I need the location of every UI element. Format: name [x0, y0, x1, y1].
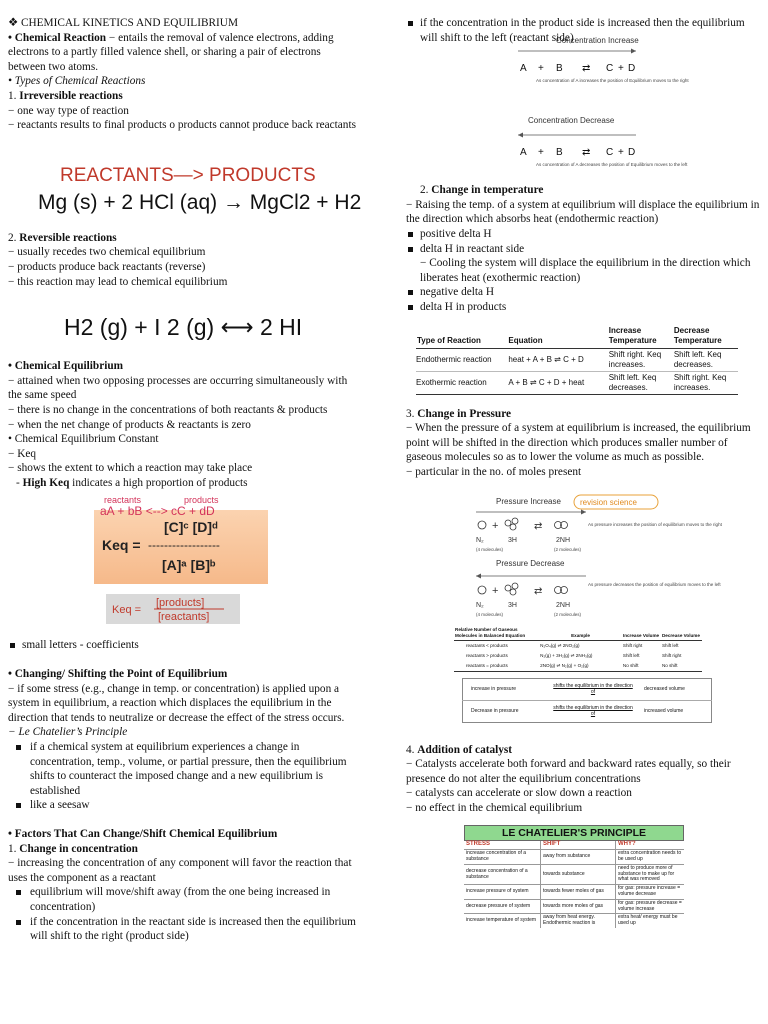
press-inc-eqarrow: ⇄ [534, 520, 543, 532]
keq-formula-svg [8, 494, 360, 586]
temp-bullet-1: positive delta H [406, 227, 760, 242]
lc-cell: towards fewer moles of gas [541, 885, 616, 900]
keq-reaction: aA + bB <--> cC + dD [100, 504, 215, 519]
ce-line-2: − there is no change in the concentrations of both reactants & products [8, 403, 328, 416]
temp-table-row [416, 371, 738, 394]
press-inc-m2: (2 molecules) [554, 546, 582, 552]
lc-cell: extra concentration needs to be used up [618, 850, 682, 863]
reversible-heading [8, 231, 360, 246]
volume-cell: shifts the equilibrium in the direction of [553, 705, 633, 717]
lc-cell: away from substance [541, 850, 616, 865]
irreversible-example-image [8, 143, 360, 223]
lc-table-row [464, 885, 684, 900]
moles-table-row [454, 640, 702, 651]
conc-inc-a: A [520, 63, 527, 75]
moles-cell: reactants = products [466, 662, 508, 668]
keq-ratio-top: [products] [156, 597, 205, 610]
concentration-text: − increasing the concentration of any component will favor the reaction that uses the component as a reactant [8, 857, 352, 884]
press-inc-note: As pressure increases the position of equilibrium moves to the right [588, 521, 722, 527]
temp-th-type: Type of Reaction [417, 335, 481, 345]
press-dec-eqarrow: ⇄ [534, 585, 543, 597]
product-side-bullet: if the concentration in the product side is increased then the equilibrium will shift to the left (reactant side) [406, 16, 760, 45]
press-dec-title: Pressure Decrease [496, 558, 565, 568]
le-chatelier-table [464, 825, 684, 928]
conc-dec-d: D [628, 147, 636, 159]
press-dec-arrowhead [476, 573, 481, 578]
conc-dec-equation [520, 147, 635, 158]
lc-cell: towards more moles of gas [541, 899, 616, 914]
conc-dec-plus2: + [618, 147, 624, 159]
volume-table-grid [462, 678, 712, 723]
lc-table-grid [464, 841, 684, 928]
reversible-example-equation: H2 (g) + I 2 (g) ⟷ 2 HI [64, 314, 303, 341]
volume-table [462, 678, 760, 723]
concentration-bullet-2: if the concentration in the reactant side is increased then the equilibrium will shift to the right (product side) [8, 915, 360, 944]
moles-cell: 2NO(g) ⇌ N₂(g) + O₂(g) [540, 662, 589, 668]
irreversible-example-caption: REACTANTS—> PRODUCTS [60, 164, 316, 186]
factors-label: • Factors That Can Change/Shift Chemical Equilibrium [8, 828, 278, 840]
moles-th-relative: Relative Number of Gaseous Molecules in Balanced Equation [455, 626, 526, 638]
high-keq-dash: - [16, 476, 23, 489]
lc-cell: increase concentration of a substance [464, 850, 541, 865]
lc-table-row [464, 864, 684, 884]
press-dec-note: As pressure decreases the position of equilibrium moves to the left [588, 581, 721, 587]
volume-cell: shifts the equilibrium in the direction of [553, 683, 633, 695]
irreversible-title: Irreversible reactions [19, 89, 123, 102]
concentration-bullet-1: equilibrium will move/shift away (from the one being increased in concentration) [8, 885, 360, 914]
conc-inc-equation [520, 63, 635, 74]
h-molecule-icon [505, 520, 511, 526]
temp-cell: Shift right. Keq increases. [608, 349, 662, 369]
press-dec-molecules [478, 583, 568, 597]
temperature-table-grid [416, 325, 738, 395]
temp-cell: Shift left. Keq decreases. [608, 372, 657, 392]
catalyst-title: Addition of catalyst [417, 743, 513, 756]
press-inc-h3: 3H [508, 536, 517, 544]
revision-science-brand: revision science [580, 497, 637, 507]
keq-ratio-svg [8, 590, 360, 630]
volume-table-row [463, 678, 712, 700]
lc-cell: extra heat/ energy must be used up [618, 914, 678, 927]
press-inc-molecules [478, 518, 568, 532]
press-inc-nh: 2NH [556, 536, 571, 544]
n2-molecule-icon [478, 586, 486, 594]
temp-cell: Shift left. Keq decreases. [673, 349, 722, 369]
conc-inc-b: B [556, 63, 563, 75]
concentration-heading [8, 842, 360, 857]
irreversible-heading [8, 89, 360, 104]
chemical-equilibrium-label: • Chemical Equilibrium [8, 360, 124, 373]
conc-inc-note: As concentration of A increases the position of Equilibrium moves to the right [536, 78, 689, 84]
temp-bullet-2: delta H in reactant side [406, 242, 760, 257]
ce-line-3: − when the net change of products & reactants is zero [8, 418, 251, 431]
catalyst-line-3: − no effect in the chemical equilibrium [406, 801, 583, 814]
conc-dec-note: As concentration of A decreases the position of Equilibrium moves to the left [536, 162, 688, 168]
h-molecule-icon [512, 583, 518, 589]
moles-cell: No shift [661, 662, 678, 668]
catalyst-heading [406, 743, 760, 758]
keq-denominator: [A]ᵃ [B]ᵇ [162, 557, 216, 574]
moles-th-example: Example [571, 632, 590, 638]
keq-dashes: ------------------ [148, 538, 220, 553]
temp-table-row [416, 348, 738, 371]
press-dec-plus: + [492, 584, 499, 597]
moles-cell: No shift [622, 662, 639, 668]
press-dec-n2: N₂ [476, 601, 484, 609]
moles-table-row [454, 651, 702, 661]
pressure-figure [406, 490, 760, 632]
temp-bullet-4: delta H in products [406, 300, 760, 315]
small-letters-bullet: small letters - coefficients [8, 638, 360, 653]
irreversible-line-2: − reactants results to final products o products cannot produce back reactants [8, 119, 356, 132]
moles-cell: reactants < products [466, 642, 508, 648]
temp-th-decrease: Decrease Temperature [673, 325, 722, 345]
press-dec-m2: (2 molecules) [554, 611, 582, 617]
moles-cell: N₂O₄(g) ⇌ 2NO₂(g) [540, 642, 580, 648]
lc-th-stress: STRESS [464, 841, 541, 849]
moles-th-decrease: Decrease Volume [661, 632, 700, 638]
irreversible-num: 1. [8, 89, 20, 102]
conc-dec-b: B [556, 147, 563, 159]
right-column [406, 16, 760, 928]
ce-line-5: − Keq [8, 447, 37, 460]
moles-table-row [454, 661, 702, 672]
lc-cell: decrease concentration of a substance [464, 864, 541, 884]
lc-cell: increase temperature of system [464, 914, 541, 928]
temp-th-increase: Increase Temperature [608, 325, 657, 345]
volume-cell: increase in pressure [471, 686, 517, 692]
temp-cell: Shift right. Keq increases. [673, 372, 727, 392]
reversible-example-svg [8, 289, 360, 359]
le-chatelier-bullet-2: like a seesaw [8, 798, 360, 813]
le-chatelier-label: − Le Chatelier’s Principle [8, 726, 128, 739]
pressure-num: 3. [406, 407, 418, 420]
pressure-text-2: − particular in the no. of moles present [406, 465, 582, 478]
concentration-num: 1. [8, 842, 20, 855]
reversible-title: Reversible reactions [19, 231, 117, 244]
lc-table-row [464, 899, 684, 914]
conc-dec-c: C [606, 147, 614, 159]
lc-cell: decrease pressure of system [464, 899, 541, 914]
lc-cell: away from heat energy. Endothermic reaction is [541, 914, 616, 928]
high-keq-bold: High Keq [22, 476, 70, 489]
conc-inc-d: D [628, 63, 636, 75]
reversible-line-3: − this reaction may lead to chemical equilibrium [8, 275, 228, 288]
temp-th-equation: Equation [508, 335, 543, 345]
h-molecule-icon [510, 524, 516, 530]
left-column [8, 16, 360, 944]
keq-products-label: products [184, 495, 219, 506]
high-keq-text: indicates a high proportion of products [69, 476, 248, 489]
temp-cell: A + B ⇌ C + D + heat [508, 377, 585, 387]
high-keq-line [8, 476, 360, 491]
conc-inc-plus2: + [618, 63, 624, 75]
chemical-reaction-label: • Chemical Reaction [8, 31, 107, 44]
conc-dec-arrowhead [518, 133, 523, 138]
shift-text: − if some stress (e.g., change in temp. or concentration) is applied upon a system in equilibrium, a reaction which displaces the equilibrium in the direction that tends to neutralize or decrease the effect of the stress occurs. [8, 682, 345, 724]
conc-inc-arrowhead [631, 49, 636, 54]
temperature-title: Change in temperature [431, 184, 544, 197]
ce-line-6: − shows the extent to which a reaction may take place [8, 462, 253, 475]
shift-label: • Changing/ Shifting the Point of Equilibrium [8, 668, 228, 681]
conc-dec-a: A [520, 147, 527, 159]
press-dec-nh: 2NH [556, 601, 571, 609]
irreversible-example-svg [8, 143, 360, 223]
lc-cell: need to produce more of substance to make up for what was removed [618, 864, 675, 883]
moles-th-increase: Increase Volume [622, 632, 660, 638]
temp-cell: heat + A + B ⇌ C + D [508, 354, 584, 364]
press-dec-m4: (4 molecules) [476, 611, 504, 617]
h-molecule-icon [505, 585, 511, 591]
press-dec-h3: 3H [508, 601, 517, 609]
concentration-figure-svg [406, 36, 760, 181]
temp-table-header [416, 325, 738, 349]
conc-inc-title: Concentration Increase [556, 36, 639, 46]
lc-cell: towards substance [541, 864, 616, 884]
catalyst-num: 4. [406, 743, 418, 756]
lc-table-row [464, 914, 684, 928]
volume-cell: Decrease in pressure [471, 708, 519, 714]
temp-cell: Endothermic reaction [416, 354, 492, 364]
ce-line-1: − attained when two opposing processes are occurring simultaneously with the same speed [8, 374, 348, 402]
press-inc-n2: N₂ [476, 536, 484, 544]
volume-cell: increased volume [644, 708, 684, 714]
conc-dec-title: Concentration Decrease [528, 116, 615, 126]
concentration-figure [406, 36, 760, 181]
concentration-title: Change in concentration [19, 842, 138, 855]
keq-ratio-lhs: Keq = [112, 604, 142, 617]
press-inc-plus: + [492, 519, 499, 532]
volume-table-row [463, 700, 712, 722]
temperature-text-2: − Cooling the system will displace the equilibrium in the direction which liberates heat (exothermic reaction) [420, 257, 751, 284]
lc-cell: for gas: pressure decrease = volume increase [618, 899, 682, 912]
moles-cell: Shift right [622, 642, 643, 648]
conc-inc-plus1: + [538, 63, 544, 75]
moles-cell: Shift left [622, 652, 640, 658]
catalyst-line-1: − Catalysts accelerate both forward and backward rates equally, so their presence do not alter the equilibrium concentrations [406, 758, 731, 785]
reversible-num: 2. [8, 231, 20, 244]
press-inc-m4: (4 molecules) [476, 546, 504, 552]
pressure-heading [406, 407, 760, 422]
temp-cell: Exothermic reaction [416, 377, 487, 387]
moles-cell: Shift right [661, 652, 682, 658]
ce-line-4: • Chemical Equilibrium Constant [8, 433, 159, 446]
temperature-text: − Raising the temp. of a system at equilibrium will displace the equilibrium in the direction which absorbs heat (endothermic reaction) [406, 198, 760, 226]
chemical-reaction-def [8, 31, 360, 75]
temperature-heading [406, 183, 760, 198]
moles-table-grid [454, 626, 702, 672]
lc-cell: for gas: pressure increase = volume decrease [618, 885, 681, 898]
lc-cell: increase pressure of system [464, 885, 541, 900]
le-chatelier-bullet-1: if a chemical system at equilibrium experiences a change in concentration, temp., volume, or partial pressure, then the equilibrium shifts to counteract the imposed change and a new equilibrium is established [8, 740, 360, 798]
moles-cell: reactants > products [466, 652, 508, 658]
pressure-figure-svg [406, 490, 760, 632]
keq-numerator: [C]ᶜ [D]ᵈ [164, 519, 218, 536]
lc-table-title: LE CHATELIER'S PRINCIPLE [464, 825, 684, 841]
moles-cell: N₂(g) + 3H₂(g) ⇌ 2NH₃(g) [540, 652, 593, 658]
irreversible-example-equation: Mg (s) + 2 HCl (aq) → MgCl2 + H2 [38, 190, 362, 214]
press-inc-title: Pressure Increase [496, 496, 561, 506]
h-molecule-icon [512, 518, 518, 524]
h-molecule-icon [510, 589, 516, 595]
reversible-line-1: − usually recedes two chemical equilibrium [8, 246, 206, 259]
keq-formula-image [8, 494, 360, 586]
conc-dec-plus1: + [538, 147, 544, 159]
lc-table-header [464, 841, 684, 849]
press-inc-arrowhead [581, 509, 586, 514]
reversible-example-image [8, 289, 360, 359]
chemical-reaction-text: − entails the removal of valence electrons, adding electrons to a partly filled valence shell, or sharing a pair of electrons between two atoms. [8, 31, 334, 73]
n2-molecule-icon [478, 521, 486, 529]
temperature-table [416, 325, 760, 395]
moles-table [454, 626, 760, 672]
catalyst-line-2: − catalysts can accelerate or slow down a reaction [406, 787, 632, 800]
lc-table-row [464, 850, 684, 865]
moles-cell: Shift left [661, 642, 679, 648]
reversible-line-2: − products produce back reactants (reverse) [8, 260, 206, 273]
conc-inc-eqarrow: ⇄ [582, 63, 591, 75]
types-label: • Types of Chemical Reactions [8, 75, 146, 88]
temp-bullet-3: negative delta H [406, 285, 760, 300]
doc-title: ❖ CHEMICAL KINETICS AND EQUILIBRIUM [8, 17, 238, 29]
conc-dec-eqarrow: ⇄ [582, 147, 591, 159]
pressure-text: − When the pressure of a system at equilibrium is increased, the equilibrium point will be shifted in the direction which produces smaller number of gaseous molecules so as to lower the volume as much as possible. [406, 422, 751, 464]
lc-th-why: WHY? [618, 841, 636, 848]
keq-ratio-bottom: [reactants] [158, 611, 210, 624]
volume-cell: decreased volume [644, 686, 685, 692]
pressure-title: Change in Pressure [417, 407, 512, 420]
keq-ratio-image [8, 590, 360, 630]
keq-reactants-label: reactants [104, 495, 142, 506]
conc-inc-c: C [606, 63, 614, 75]
lc-th-shift: SHIFT [541, 841, 616, 849]
temperature-num: 2. [420, 184, 432, 197]
irreversible-line-1: − one way type of reaction [8, 104, 129, 117]
keq-label: Keq = [102, 537, 141, 554]
